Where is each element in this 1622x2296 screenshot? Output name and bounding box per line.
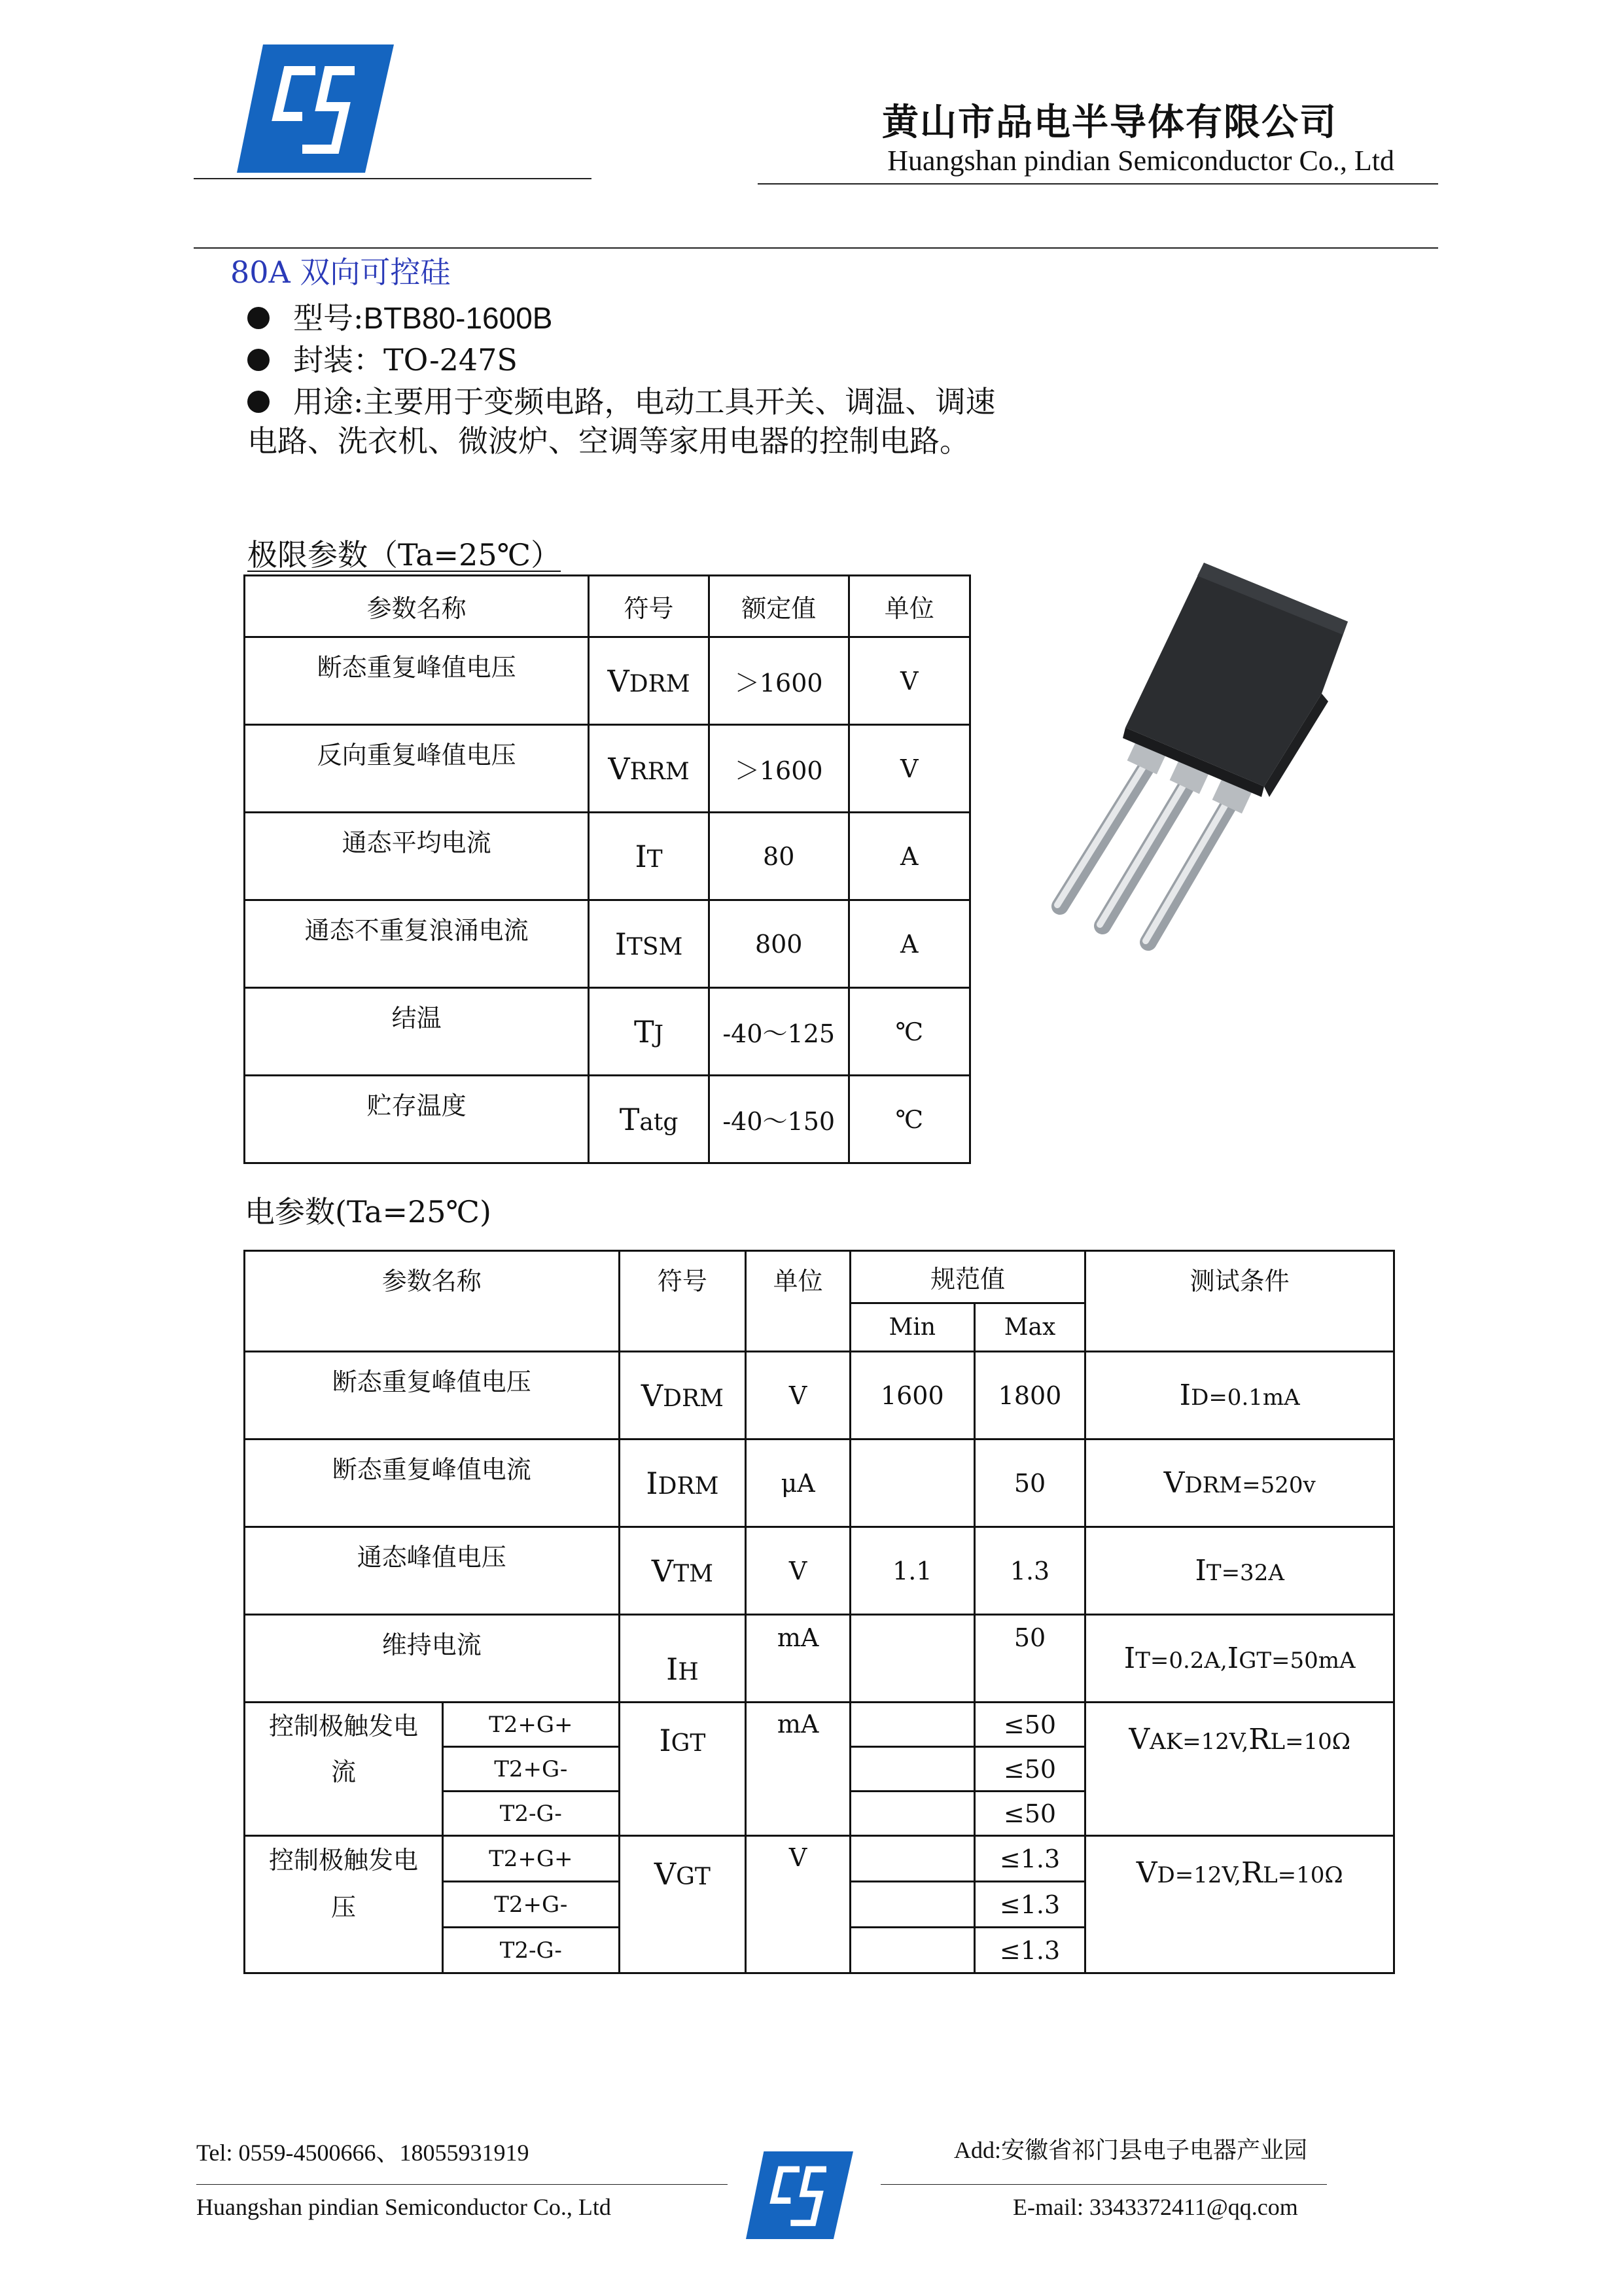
footer-logo: [746, 2151, 853, 2239]
limits-row: [245, 725, 970, 813]
header-param-name: 参数名称: [245, 1251, 620, 1352]
vgt-unit: V: [746, 1836, 851, 1973]
param-value: -40～125: [709, 988, 849, 1076]
igt-min: [850, 1703, 974, 1747]
igt-max: ≤50: [974, 1703, 1085, 1747]
quadrant-label: T2+G-: [443, 1747, 620, 1792]
product-title: 80A 双向可控硅: [230, 255, 451, 290]
electrical-row: [245, 1615, 1394, 1703]
vgt-min: [850, 1928, 974, 1973]
param-max: 50: [974, 1439, 1085, 1527]
usage-text-1: 用途:主要用于变频电路，电动工具开关、调温、调速: [293, 384, 996, 419]
igt-unit: mA: [746, 1703, 851, 1836]
limits-header-row: [245, 576, 970, 637]
company-name-en: Huangshan pindian Semiconductor Co., Ltd: [887, 145, 1394, 177]
package-label: 封装：: [293, 342, 383, 378]
param-unit: μA: [746, 1439, 851, 1527]
quadrant-label: T2+G-: [443, 1882, 620, 1928]
header-unit: 单位: [746, 1251, 851, 1352]
footer-address: Add:安徽省祁门县电子电器产业园: [954, 2137, 1308, 2163]
vgt-max: ≤1.3: [974, 1928, 1085, 1973]
usage-line-2: 电路、洗衣机、微波炉、空调等家用电器的控制电路。: [247, 423, 970, 459]
vgt-name: 控制极触发电 压: [245, 1836, 443, 1973]
electrical-header-row: [245, 1251, 1394, 1303]
param-name: 通态峰值电压: [245, 1527, 620, 1615]
footer-email: E-mail: 3343372411@qq.com: [1013, 2194, 1298, 2220]
electrical-row: [245, 1527, 1394, 1615]
quadrant-label: T2-G-: [443, 1792, 620, 1836]
param-max: 50: [974, 1615, 1085, 1703]
param-unit: V: [746, 1352, 851, 1439]
electrical-table: [243, 1250, 1395, 1974]
vgt-max: ≤1.3: [974, 1882, 1085, 1928]
header-param-name: 参数名称: [245, 576, 589, 637]
limits-row: [245, 813, 970, 900]
electrical-row: [245, 1439, 1394, 1527]
igt-condition: VAK=12V,RL=10Ω: [1085, 1703, 1394, 1836]
header-unit: 单位: [849, 576, 970, 637]
model-line: [247, 294, 552, 338]
limits-row: [245, 988, 970, 1076]
igt-max: ≤50: [974, 1747, 1085, 1792]
header-divider-right: [758, 183, 1438, 185]
quadrant-label: T2+G+: [443, 1836, 620, 1882]
param-symbol: VDRM: [619, 1352, 746, 1439]
param-unit: ℃: [849, 1076, 970, 1163]
header-min: Min: [850, 1303, 974, 1352]
company-logo: [237, 44, 394, 173]
param-symbol: Tatg: [589, 1076, 709, 1163]
param-name: 通态不重复浪涌电流: [245, 900, 589, 988]
param-min: 1.1: [850, 1527, 974, 1615]
param-unit: ℃: [849, 988, 970, 1076]
param-max: 1800: [974, 1352, 1085, 1439]
header-symbol: 符号: [589, 576, 709, 637]
igt-max: ≤50: [974, 1792, 1085, 1836]
header-test-condition: 测试条件: [1085, 1251, 1394, 1352]
param-symbol: VTM: [619, 1527, 746, 1615]
vgt-symbol: VGT: [619, 1836, 746, 1973]
product-package-image: [1021, 550, 1387, 981]
model-label: 型号:: [293, 300, 364, 336]
limits-row: [245, 1076, 970, 1163]
param-unit: A: [849, 900, 970, 988]
param-name: 断态重复峰值电压: [245, 1352, 620, 1439]
param-min: [850, 1615, 974, 1703]
param-symbol: TJ: [589, 988, 709, 1076]
usage-line-1: [247, 378, 996, 421]
param-name: 通态平均电流: [245, 813, 589, 900]
bullet-icon: [247, 391, 270, 413]
bullet-icon: [247, 307, 270, 329]
param-symbol: VDRM: [589, 637, 709, 725]
param-condition: IT=0.2A,IGT=50mA: [1085, 1615, 1394, 1703]
param-symbol: IT: [589, 813, 709, 900]
param-unit: mA: [746, 1615, 851, 1703]
header-max: Max: [974, 1303, 1085, 1352]
igt-row: [245, 1703, 1394, 1747]
header-rated-value: 额定值: [709, 576, 849, 637]
param-value: ＞1600: [709, 725, 849, 813]
param-unit: V: [849, 637, 970, 725]
vgt-min: [850, 1836, 974, 1882]
vgt-condition: VD=12V,RL=10Ω: [1085, 1836, 1394, 1973]
param-name: 结温: [245, 988, 589, 1076]
vgt-max: ≤1.3: [974, 1836, 1085, 1882]
footer-divider-left: [196, 2184, 728, 2185]
header-divider-left: [194, 178, 591, 179]
param-unit: V: [849, 725, 970, 813]
quadrant-label: T2-G-: [443, 1928, 620, 1973]
param-min: 1600: [850, 1352, 974, 1439]
param-value: -40～150: [709, 1076, 849, 1163]
quadrant-label: T2+G+: [443, 1703, 620, 1747]
footer-company-en: Huangshan pindian Semiconductor Co., Ltd: [196, 2194, 611, 2220]
vgt-row: [245, 1836, 1394, 1882]
bullet-icon: [247, 349, 270, 371]
limits-title: 极限参数（Ta=25℃）: [247, 537, 561, 573]
model-value: BTB80-1600B: [363, 301, 553, 335]
header-spec: 规范值: [850, 1251, 1085, 1303]
package-value: TO-247S: [383, 342, 518, 378]
limits-table: [243, 574, 971, 1164]
param-unit: A: [849, 813, 970, 900]
param-symbol: IDRM: [619, 1439, 746, 1527]
param-value: ＞1600: [709, 637, 849, 725]
footer-divider-right: [881, 2184, 1327, 2185]
igt-min: [850, 1792, 974, 1836]
limits-row: [245, 900, 970, 988]
param-symbol: VRRM: [589, 725, 709, 813]
igt-symbol: IGT: [619, 1703, 746, 1836]
vgt-min: [850, 1882, 974, 1928]
param-name: 断态重复峰值电压: [245, 637, 589, 725]
param-name: 反向重复峰值电压: [245, 725, 589, 813]
electrical-row: [245, 1352, 1394, 1439]
param-value: 80: [709, 813, 849, 900]
param-condition: VDRM=520v: [1085, 1439, 1394, 1527]
param-symbol: IH: [619, 1615, 746, 1703]
footer-tel: Tel: 0559-4500666、18055931919: [196, 2140, 529, 2166]
param-condition: ID=0.1mA: [1085, 1352, 1394, 1439]
igt-min: [850, 1747, 974, 1792]
header-symbol: 符号: [619, 1251, 746, 1352]
igt-name: 控制极触发电 流: [245, 1703, 443, 1836]
company-name-cn: 黄山市品电半导体有限公司: [882, 101, 1337, 144]
param-min: [850, 1439, 974, 1527]
electrical-title: 电参数(Ta=25℃): [245, 1194, 491, 1229]
param-value: 800: [709, 900, 849, 988]
param-max: 1.3: [974, 1527, 1085, 1615]
param-symbol: ITSM: [589, 900, 709, 988]
param-condition: IT=32A: [1085, 1527, 1394, 1615]
limits-row: [245, 637, 970, 725]
param-name: 贮存温度: [245, 1076, 589, 1163]
param-name: 断态重复峰值电流: [245, 1439, 620, 1527]
param-name: 维持电流: [245, 1615, 620, 1703]
package-line: [247, 336, 518, 380]
param-unit: V: [746, 1527, 851, 1615]
